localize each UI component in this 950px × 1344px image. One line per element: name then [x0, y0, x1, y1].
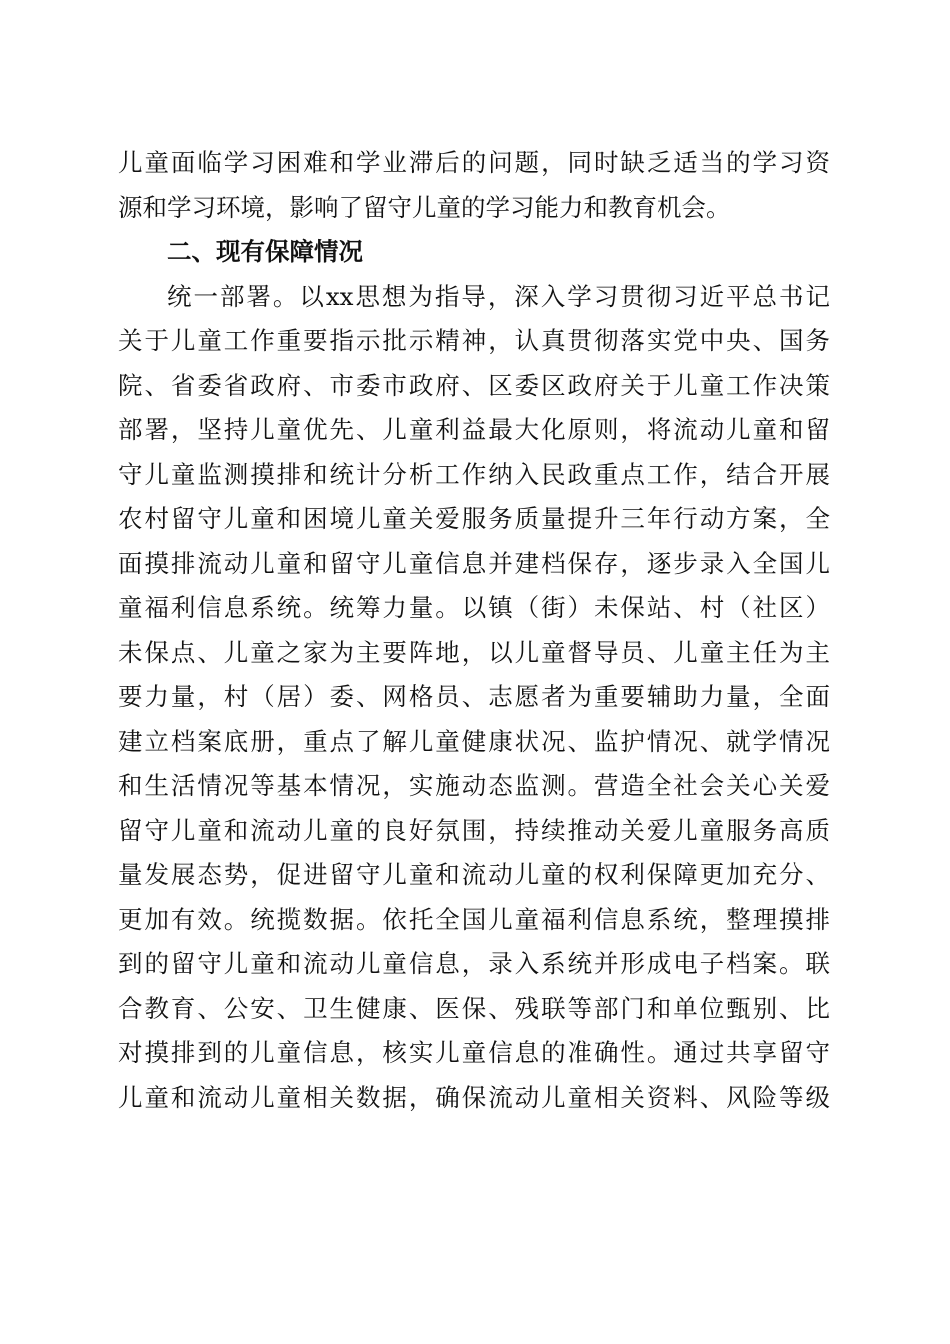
body-line: 和生活情况等基本情况，实施动态监测。营造全社会关心关爱	[118, 771, 830, 800]
body-line: 到的留守儿童和流动儿童信息，录入系统并形成电子档案。联	[118, 949, 830, 978]
paragraph-first-line: 统一部署。以xx思想为指导，深入学习贯彻习近平总书记	[167, 281, 830, 311]
body-line: 合教育、公安、卫生健康、医保、残联等部门和单位甄别、比	[118, 993, 830, 1023]
body-line: 守儿童监测摸排和统计分析工作纳入民政重点工作，结合开展	[118, 459, 830, 489]
body-line: 院、省委省政府、市委市政府、区委区政府关于儿童工作决策	[118, 370, 830, 400]
body-line: 更加有效。统揽数据。依托全国儿童福利信息系统，整理摸排	[118, 904, 830, 934]
body-line: 农村留守儿童和困境儿童关爱服务质量提升三年行动方案，全	[118, 504, 830, 533]
body-line: 源和学习环境，影响了留守儿童的学习能力和教育机会。	[118, 192, 731, 222]
body-line: 儿童面临学习困难和学业滞后的问题，同时缺乏适当的学习资	[118, 148, 830, 177]
body-line: 部署，坚持儿童优先、儿童利益最大化原则，将流动儿童和留	[118, 415, 830, 444]
document-body	[118, 141, 830, 1120]
body-line: 儿童和流动儿童相关数据，确保流动儿童相关资料、风险等级	[118, 1082, 830, 1112]
body-line: 要力量，村（居）委、网格员、志愿者为重要辅助力量，全面	[118, 682, 830, 711]
body-line: 建立档案底册，重点了解儿童健康状况、监护情况、就学情况	[118, 726, 830, 756]
body-line: 对摸排到的儿童信息，核实儿童信息的准确性。通过共享留守	[118, 1038, 830, 1067]
section-heading: 二、现有保障情况	[167, 237, 363, 266]
body-line: 童福利信息系统。统筹力量。以镇（街）未保站、村（社区）	[118, 593, 830, 622]
body-line: 留守儿童和流动儿童的良好氛围，持续推动关爱儿童服务高质	[118, 815, 830, 845]
body-line: 关于儿童工作重要指示批示精神，认真贯彻落实党中央、国务	[118, 326, 830, 355]
body-line: 未保点、儿童之家为主要阵地，以儿童督导员、儿童主任为主	[118, 637, 830, 667]
body-line: 面摸排流动儿童和留守儿童信息并建档保存，逐步录入全国儿	[118, 548, 830, 578]
body-line: 量发展态势，促进留守儿童和流动儿童的权利保障更加充分、	[118, 860, 830, 889]
